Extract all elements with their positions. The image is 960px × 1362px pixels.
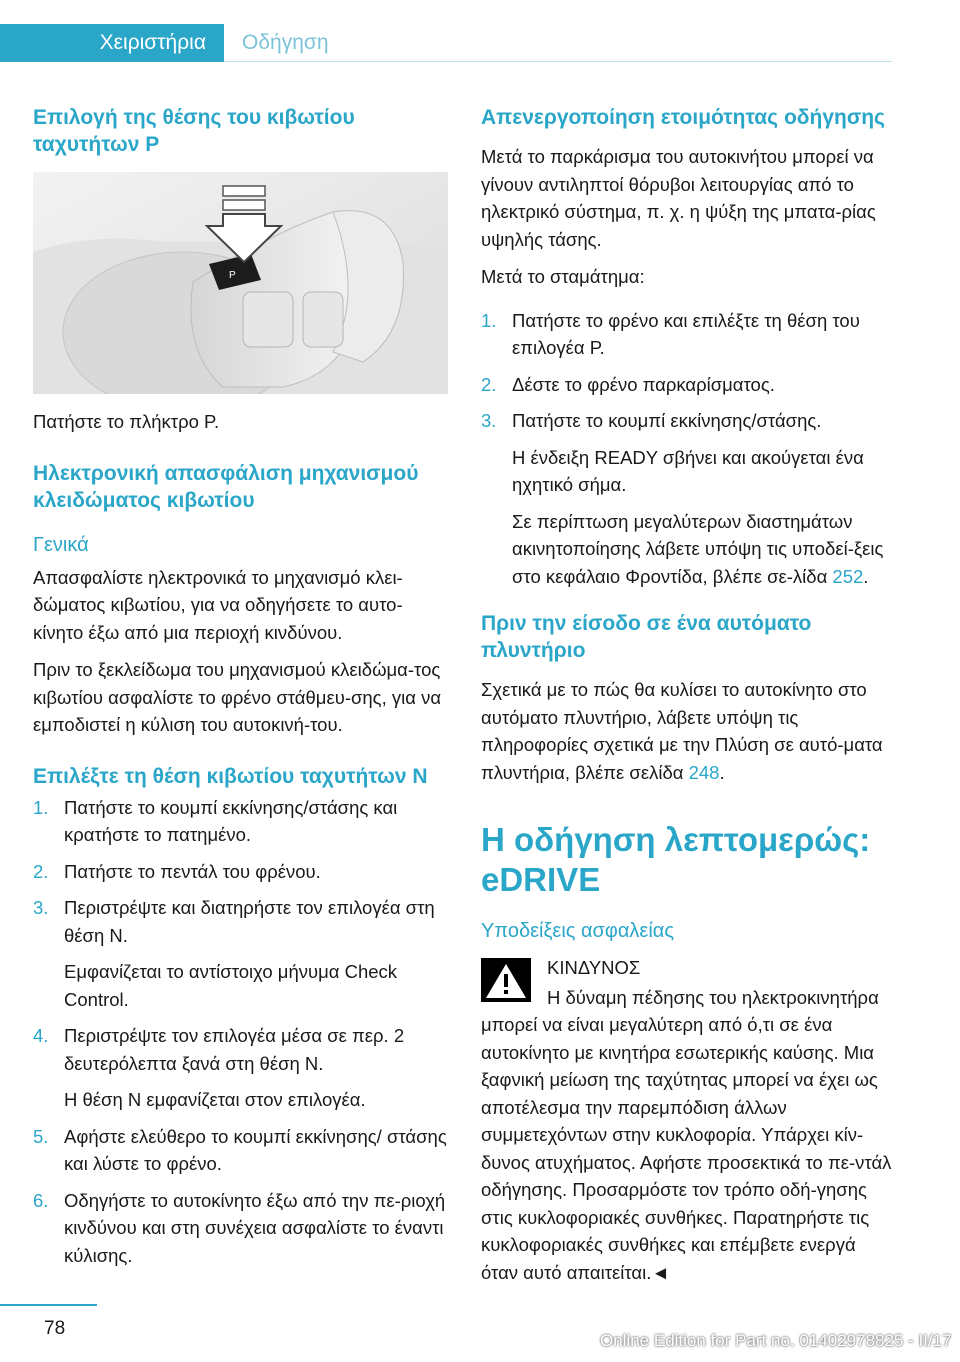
general-paragraph-2: Πριν το ξεκλείδωμα του μηχανισμού κλειδώμα-τος κιβωτίου ασφαλίστε το φρένο στάθμευ-σης, για να εμποδιστεί η κύλιση του αυτοκινή-του. [33, 659, 442, 735]
park-caption: Πατήστε το πλήκτρο P. [33, 411, 220, 432]
tab-driving-label: Οδήγηση [242, 31, 329, 54]
page-link-252[interactable]: 252 [832, 565, 864, 587]
gear-selector-illustration [33, 172, 448, 394]
gear-selector-figure [33, 172, 448, 394]
list-item: 4. Περιστρέψτε τον επιλογέα μέσα σε περ. 2 δευτερόλεπτα ξανά στη θέση N. Η θέση N εμφανίζεται στον επιλογέα. [33, 1022, 448, 1114]
page-number: 78 [44, 1318, 66, 1339]
heading-edrive: Η οδήγηση λεπτομερώς: eDRIVE [481, 821, 871, 898]
tab-divider [224, 61, 892, 62]
heading-safety-notes: Υποδείξεις ασφαλείας [481, 920, 674, 942]
deactivate-paragraph: Μετά το παρκάρισμα του αυτοκινήτου μπορεί να γίνουν αντιληπτοί θόρυβοι λειτουργίας από το ηλεκτρικό σύστημα, π. χ. η ψύξη της μπατα-ρίας υψηλής τάσης. [481, 146, 876, 250]
deactivate-steps-list [481, 307, 896, 591]
list-item: 2. Δέστε το φρένο παρκαρίσματος. [481, 373, 775, 395]
warning-title: ΚΙΝΔΥΝΟΣ [547, 957, 641, 978]
heading-deactivate-readiness: Απενεργοποίηση ετοιμότητας οδήγησης [481, 106, 885, 129]
park-key-label: P [229, 270, 236, 281]
general-paragraph-1: Απασφαλίστε ηλεκτρονικά το μηχανισμό κλει-δώματος κιβωτίου, για να οδηγήσετε το αυτο-κίνητο έξω από μια περιοχή κινδύνου. [33, 566, 403, 643]
left-column [33, 104, 448, 1283]
list-item: 2. Πατήστε το πεντάλ του φρένου. [33, 860, 321, 882]
warning-triangle-icon [481, 958, 531, 1002]
car-wash-paragraph: Σχετικά με το πώς θα κυλίσει το αυτοκίνητο στο αυτόματο πλυντήριο, λάβετε υπόψη τις πληροφορίες σχετικά με την Πλύση σε αυτό-ματα πλυντήρια, βλέπε σελίδα 248. [481, 679, 883, 783]
after-stopping-label: Μετά το σταμάτημα: [481, 266, 645, 287]
right-column [481, 104, 896, 1296]
danger-warning [481, 954, 896, 1286]
list-item: 3. Περιστρέψτε και διατηρήστε τον επιλογέα στη θέση N. Εμφανίζεται το αντίστοιχο μήνυμα Check Control. [33, 894, 448, 1013]
tab-controls[interactable] [0, 24, 224, 62]
page-link-248[interactable]: 248 [688, 761, 720, 783]
step-note: Η ένδειξη READY σβήνει και ακούγεται ένα ηχητικό σήμα. [512, 446, 864, 495]
list-item: 1. Πατήστε το κουμπί εκκίνησης/στάσης και κρατήστε το πατημένο. [33, 796, 398, 845]
heading-park-position: Επιλογή της θέσης του κιβωτίου ταχυτήτων P [33, 106, 355, 156]
heading-car-wash: Πριν την είσοδο σε ένα αυτόματο πλυντήριο [481, 612, 812, 662]
list-item: 6. Οδηγήστε το αυτοκίνητο έξω από την πε-ριοχή κινδύνου και στη συνέχεια ασφαλίστε το έναντι κύλισης. [33, 1189, 446, 1266]
list-item: 1. Πατήστε το φρένο και επιλέξτε τη θέση του επιλογέα P. [481, 309, 860, 358]
heading-general: Γενικά [33, 533, 89, 556]
neutral-steps-list [33, 794, 448, 1270]
footer-rule [0, 1304, 97, 1306]
step-note: Η θέση N εμφανίζεται στον επιλογέα. [64, 1089, 366, 1110]
step-note-care: Σε περίπτωση μεγαλύτερων διαστημάτων ακινητοποίησης λάβετε υπόψη τις υποδεί-ξεις στο κεφάλαιο Φροντίδα, βλέπε σε-λίδα 252. [512, 510, 884, 587]
page-header [0, 0, 960, 62]
heading-select-neutral: Επιλέξτε τη θέση κιβωτίου ταχυτήτων N [33, 764, 428, 788]
list-item: 3. Πατήστε το κουμπί εκκίνησης/στάσης. Η ένδειξη READY σβήνει και ακούγεται ένα ηχητικό σήμα. Σε περίπτωση μεγαλύτερων διαστημάτων ακινητοποίησης λάβετε υπόψη τις υποδεί-ξεις στο κεφάλαιο Φροντίδα, βλέπε σε-λίδα 252. [481, 407, 896, 590]
list-item: 5. Αφήστε ελεύθερο το κουμπί εκκίνησης/ στάσης και λύστε το φρένο. [33, 1125, 447, 1174]
heading-electronic-release: Ηλεκτρονική απασφάλιση μηχανισμού κλειδώματος κιβωτίου [33, 461, 419, 512]
tab-driving[interactable] [224, 24, 892, 62]
tab-controls-label: Χειριστήρια [99, 31, 206, 54]
warning-text: Η δύναμη πέδησης του ηλεκτροκινητήρα μπορεί να είναι μεγαλύτερη από ό,τι σε ένα αυτοκίνητο με κινητήρα εσωτερικής καύσης. Μια ξαφνική μείωση της ταχύτητας μπορεί να έχει ως αποτέλεσμα την παρεμπόδιση άλλων συμμετεχόντων στην κυκλοφορία. Υπάρχει κίν-δυνος ατυχήματος. Αφήστε προσεκτικά το πε-ντάλ οδήγησης. Προσαρμόστε τον τρόπο οδή-γησης στις κυκλοφοριακές συνθήκες. Παρατηρήστε τις κυκλοφοριακές συνθήκες και επέμβετε ενεργά όταν αυτό απαιτείται.◄ [481, 986, 892, 1283]
step-note: Εμφανίζεται το αντίστοιχο μήνυμα Check Control. [64, 961, 398, 1010]
online-edition-watermark: Online Edition for Part no. 01402978825 - II/17 [600, 1331, 952, 1350]
